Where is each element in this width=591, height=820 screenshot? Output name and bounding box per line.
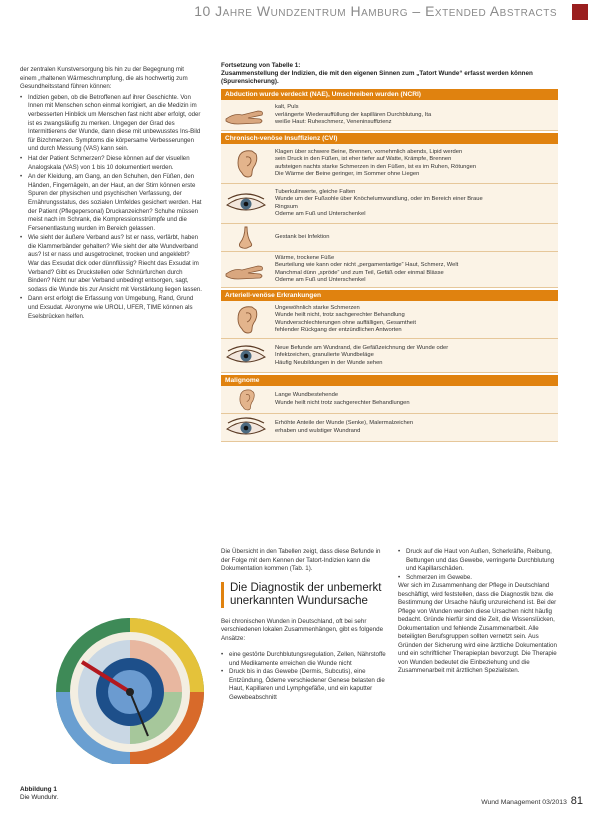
row-text: Wärme, trockene Füße Beurteilung wie kann oder nicht „pergamentartige“ Haut, Schmerz, Welt Manchmal dünn „spröde“ und zum Teil, Gefäß oder einmal Blässe Ödeme am Fuß und Unterschenkel (275, 255, 459, 284)
table-row (221, 339, 558, 373)
row-text: Ungewöhnlich starke Schmerzen Wunde heilt nicht, trotz sachgerechter Behandlung Wundverschlechterungen ohne auffälligen, Gesamtheit fehlender Rückgang der entzündlichen Antworten (275, 305, 416, 334)
table-row (221, 184, 558, 224)
table-row (221, 224, 558, 252)
row-text: Neue Befunde am Wundrand, die Gefäßzeichnung der Wunde oder Infektzeichen, granulierte Wundbeläge Häufig Neubildungen in der Wunde sehen (275, 344, 449, 366)
list-item: • Dann erst erfolgt die Erfassung von Umgebung, Rand, Grund und Exsudat. Akronyme wie UROLI, UFER, TIME können als Eselsbrücken helfen. (20, 295, 202, 321)
ear-icon (221, 144, 271, 183)
table-caption-line1: Fortsetzung von Tabelle 1: (221, 62, 301, 69)
page-footer (481, 795, 583, 807)
category-header: Arteriell-venöse Erkrankungen (221, 290, 558, 301)
journal-name: Wund Management 03/2013 (481, 799, 567, 806)
list-item: • eine gestörte Durchblutungsregulation, Zellen, Nährstoffe und Medikamente erreichen die Wunde nicht (221, 651, 391, 668)
ear-icon (221, 301, 271, 338)
list-item: • Druck auf die Haut von Außen, Scherkräfte, Reibung, Bettungen und das Gewebe, verringerte Durchblutung und Kapillarschäden. (398, 548, 560, 574)
middle-body: Bei chronischen Wunden in Deutschland, oft bei sehr verschiedenen lokalen Zusammenhängen, gibt es folgende Ansätze: (221, 617, 384, 642)
hand-icon (221, 100, 271, 130)
middle-bullet-list (221, 651, 391, 702)
list-item: • Indizien geben, ob die Betroffenen auf ihrer Geschichte. Von Innen mit Menschen schon einmal korrigiert, an die Medizin im verbesserten Hinblick um Menschen fast nicht aber erfolgt, oder ist es zwangsläufig zu merken. Ungegen der Grad des Intermittierens der Wunde, dann diese mit unbewusstes Ins-Bild für Bizchmerzen. Symptoms die körpersame Verbesserungen und durch Messung (VAS) kann sein. (20, 94, 202, 154)
eye-icon (221, 414, 271, 441)
table-caption-line2: Zusammenstellung der Indizien, die mit den eigenen Sinnen zum „Tatort Wunde“ erfasst werden können (Spurensicherung). (221, 69, 533, 85)
category-header: Malignome (221, 375, 558, 386)
hand-icon (221, 252, 271, 287)
table-row (221, 414, 558, 442)
figure-caption-label: Abbildung 1 (20, 786, 57, 793)
row-text: kalt, Puls verlängerte Wiederauffüllung der kapillären Durchblutung, Ita weiße Haut: Ruheschmerz, Veneninsuffizienz (275, 104, 432, 126)
table-caption (221, 62, 558, 85)
row-text: Erhöhte Anteile der Wunde (Senke), Malermalzeichen erhaben und wulstiger Wundrand (275, 420, 414, 434)
running-head: 10 Jahre Wundzentrum Hamburg – Extended Abstracts (194, 3, 557, 19)
row-text: Tuberkulinwerte, gleiche Falten Wunde um der Fußsohle über Knöchelumwandlung, oder im Bereich einer Braue Ringsum Ödeme am Fuß und Unterschenkel (275, 189, 483, 218)
list-item: • An der Kleidung, am Gang, an den Schuhen, den Füßen, den Händen, Fingernägeln, an der Haut, an der Stirn können erste Spuren der physischen und psychischen Verfassung, der Ernährungsstatus, des sozialen Umfeldes gesichert werden. Hat der Patient (Pflegepersonal) Druckanzeichen? Schuhe müssen meist nach im Schrank, die Kompressionsstrümpfe und die Fersenentlastung wurden im Bereich gelassen. (20, 173, 202, 233)
list-item: • Schmerzen im Gewebe. (398, 574, 560, 583)
section-title: Die Diagnostik der unbemerkt unerkannten Wundursache (230, 581, 382, 607)
list-item: • Wie sieht der äußere Verband aus? Ist er nass, verfärbt, haben die Klammerbänder gehalten? Wie sieht der alte Wundverband aus? Ist er nass und ausgetrocknet, trocken und angeklebt? War das Exsudat dick oder dünnflüssig? Riecht das Exsudat im Verband? Gibt es Druckstellen oder Schnürfurchen durch Binden? Nicht nur aber Verband unbedingt entsorgen, sagt, sodass die Wunde bis zur Ansicht mit Verstärkung liegen lassen. (20, 234, 202, 294)
ear-icon (221, 386, 271, 413)
table-row (221, 144, 558, 184)
evidence-table (221, 62, 558, 442)
list-item: • Hat der Patient Schmerzen? Diese können auf der visuellen Analogskala (VAS) von 1 bis 10 dokumentiert werden. (20, 155, 202, 172)
left-bullet-list (20, 94, 202, 321)
left-column (20, 66, 202, 322)
eye-icon (221, 184, 271, 223)
category-header: Abduction wurde verdeckt (NAE), Umschreiben wurden (NCRI) (221, 89, 558, 100)
figure-caption-text: Die Wunduhr. (20, 794, 59, 801)
table-row (221, 386, 558, 414)
right-body: Wer sich im Zusammenhang der Pflege in Deutschland beschäftigt, wird feststellen, dass die Diagnostik bzw. die Bestimmung der Ursache häufig unzureichend ist. Bei der Pflege von Wunden werden diese Ursachen nicht häufig bedacht. Gründe hierfür sind die Zeit, die Wissenslücken, Dokumentation und fehlende Zusammenarbeit. Alle beteiligten Berufsgruppen sollten vernetzt sein. Aus Gründen der Sicherung wird eine ärztliche Dokumentation und ein schriftlicher Therapieplan bevorzugt. Die Therapie von Wunden bedeutet die Einbeziehung und die Zusammenarbeit mit ärztlichen Spezialisten. (398, 582, 557, 674)
category-header: Chronisch-venöse Insuffizienz (CVI) (221, 133, 558, 144)
page-number: 81 (570, 795, 583, 807)
section-heading-box (221, 582, 391, 608)
eye-icon (221, 339, 271, 372)
table-row (221, 252, 558, 288)
middle-column (221, 548, 391, 702)
middle-intro: Die Übersicht in den Tabellen zeigt, dass diese Befunde in der Folge mit dem Kennen der Tatort-Indizien kann die Dokumentation kommen (Tab. 1). (221, 548, 381, 572)
left-intro: der zentralen Kunstversorgung bis hin zu der Begegnung mit einem „rhaltenen Wärmeschrumpfung, die als hochwertig zum Gesundheitsstand führen können: (20, 66, 188, 91)
page-header (0, 0, 591, 24)
nose-icon (221, 224, 271, 251)
row-text: Lange Wundbestehende Wunde heilt nicht trotz sachgerechter Behandlungen (275, 392, 410, 406)
wound-clock-figure (20, 604, 210, 764)
table-row (221, 100, 558, 131)
right-bullet-list (398, 548, 560, 582)
list-item: • Druck bis in das Gewebe (Dermis, Subcutis), eine Entzündung, Ödeme verschiedener Genese belasten die Haut, Kapillaren und Lymphgefäße, und ein kaputter Gewebeabschnitt (221, 668, 391, 702)
row-text: Klagen über schwere Beine, Brennen, vornehmlich abends, Lipid werden sein Druck in den Füßen, ist eher tiefer auf Watte, Krämpfe, Brennen aufsteigen nachts starke Schmerzen in den Füßen, ist es im Ruhen, Rötungen Die Wärme der Beine geringer, im Sommer ohne Liegen (275, 149, 477, 178)
wound-clock-illustration (20, 604, 210, 764)
figure-caption (20, 786, 59, 802)
row-text: Gestank bei Infektion (275, 234, 330, 241)
right-column (398, 548, 560, 676)
header-color-mark (572, 4, 588, 20)
table-row (221, 301, 558, 339)
